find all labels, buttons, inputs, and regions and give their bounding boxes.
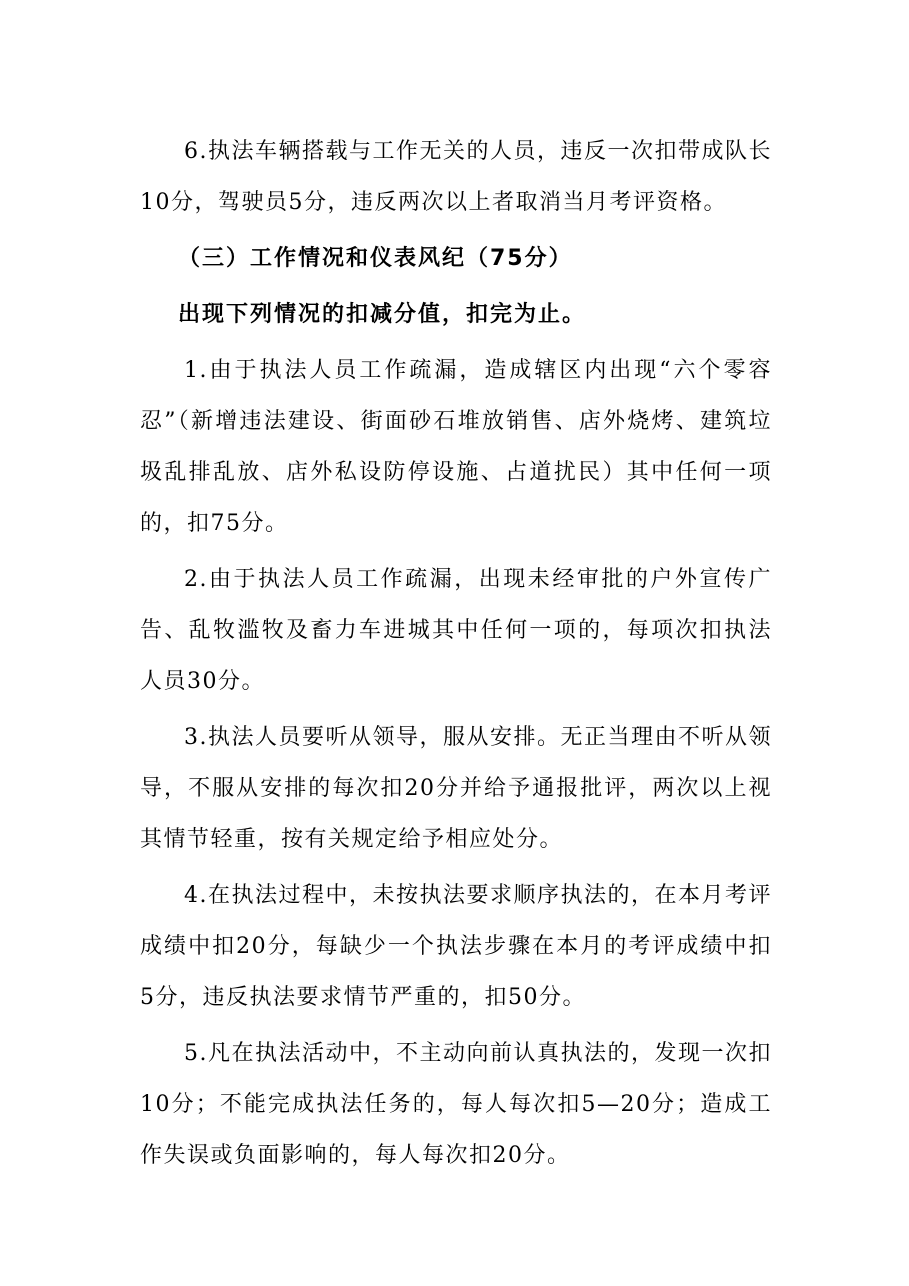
section-subheading: 出现下列情况的扣减分值，扣完为止。 <box>178 302 587 327</box>
paragraph-item-3: 3.执法人员要听从领导，服从安排。无正当理由不听从领导，不服从安排的每次扣20分并给予通报批评，两次以上视其情节轻重，按有关规定给予相应处分。 <box>140 725 772 852</box>
paragraph-item-4: 4.在执法过程中，未按执法要求顺序执法的，在本月考评成绩中扣20分，每缺少一个执法步骤在本月的考评成绩中扣5分，违反执法要求情节严重的，扣50分。 <box>140 883 772 1010</box>
document-page <box>140 126 772 1181</box>
paragraph-item-2: 2.由于执法人员工作疏漏，出现未经审批的户外宣传广告、乱牧滥牧及畜力车进城其中任何一项的，每项次扣执法人员30分。 <box>140 567 772 694</box>
paragraph-item-1: 1.由于执法人员工作疏漏，造成辖区内出现“六个零容忍”（新增违法建设、街面砂石堆放销售、店外烧烤、建筑垃圾乱排乱放、店外私设防停设施、占道扰民）其中任何一项的，扣75分。 <box>140 358 772 536</box>
section-heading: （三）工作情况和仪表风纪（75分） <box>178 246 573 271</box>
paragraph-item-5: 5.凡在执法活动中，不主动向前认真执法的，发现一次扣10分；不能完成执法任务的，每人每次扣5—20分；造成工作失误或负面影响的，每人每次扣20分。 <box>140 1041 772 1168</box>
paragraph-item-6: 6.执法车辆搭载与工作无关的人员，违反一次扣带成队长10分，驾驶员5分，违反两次以上者取消当月考评资格。 <box>140 139 772 215</box>
